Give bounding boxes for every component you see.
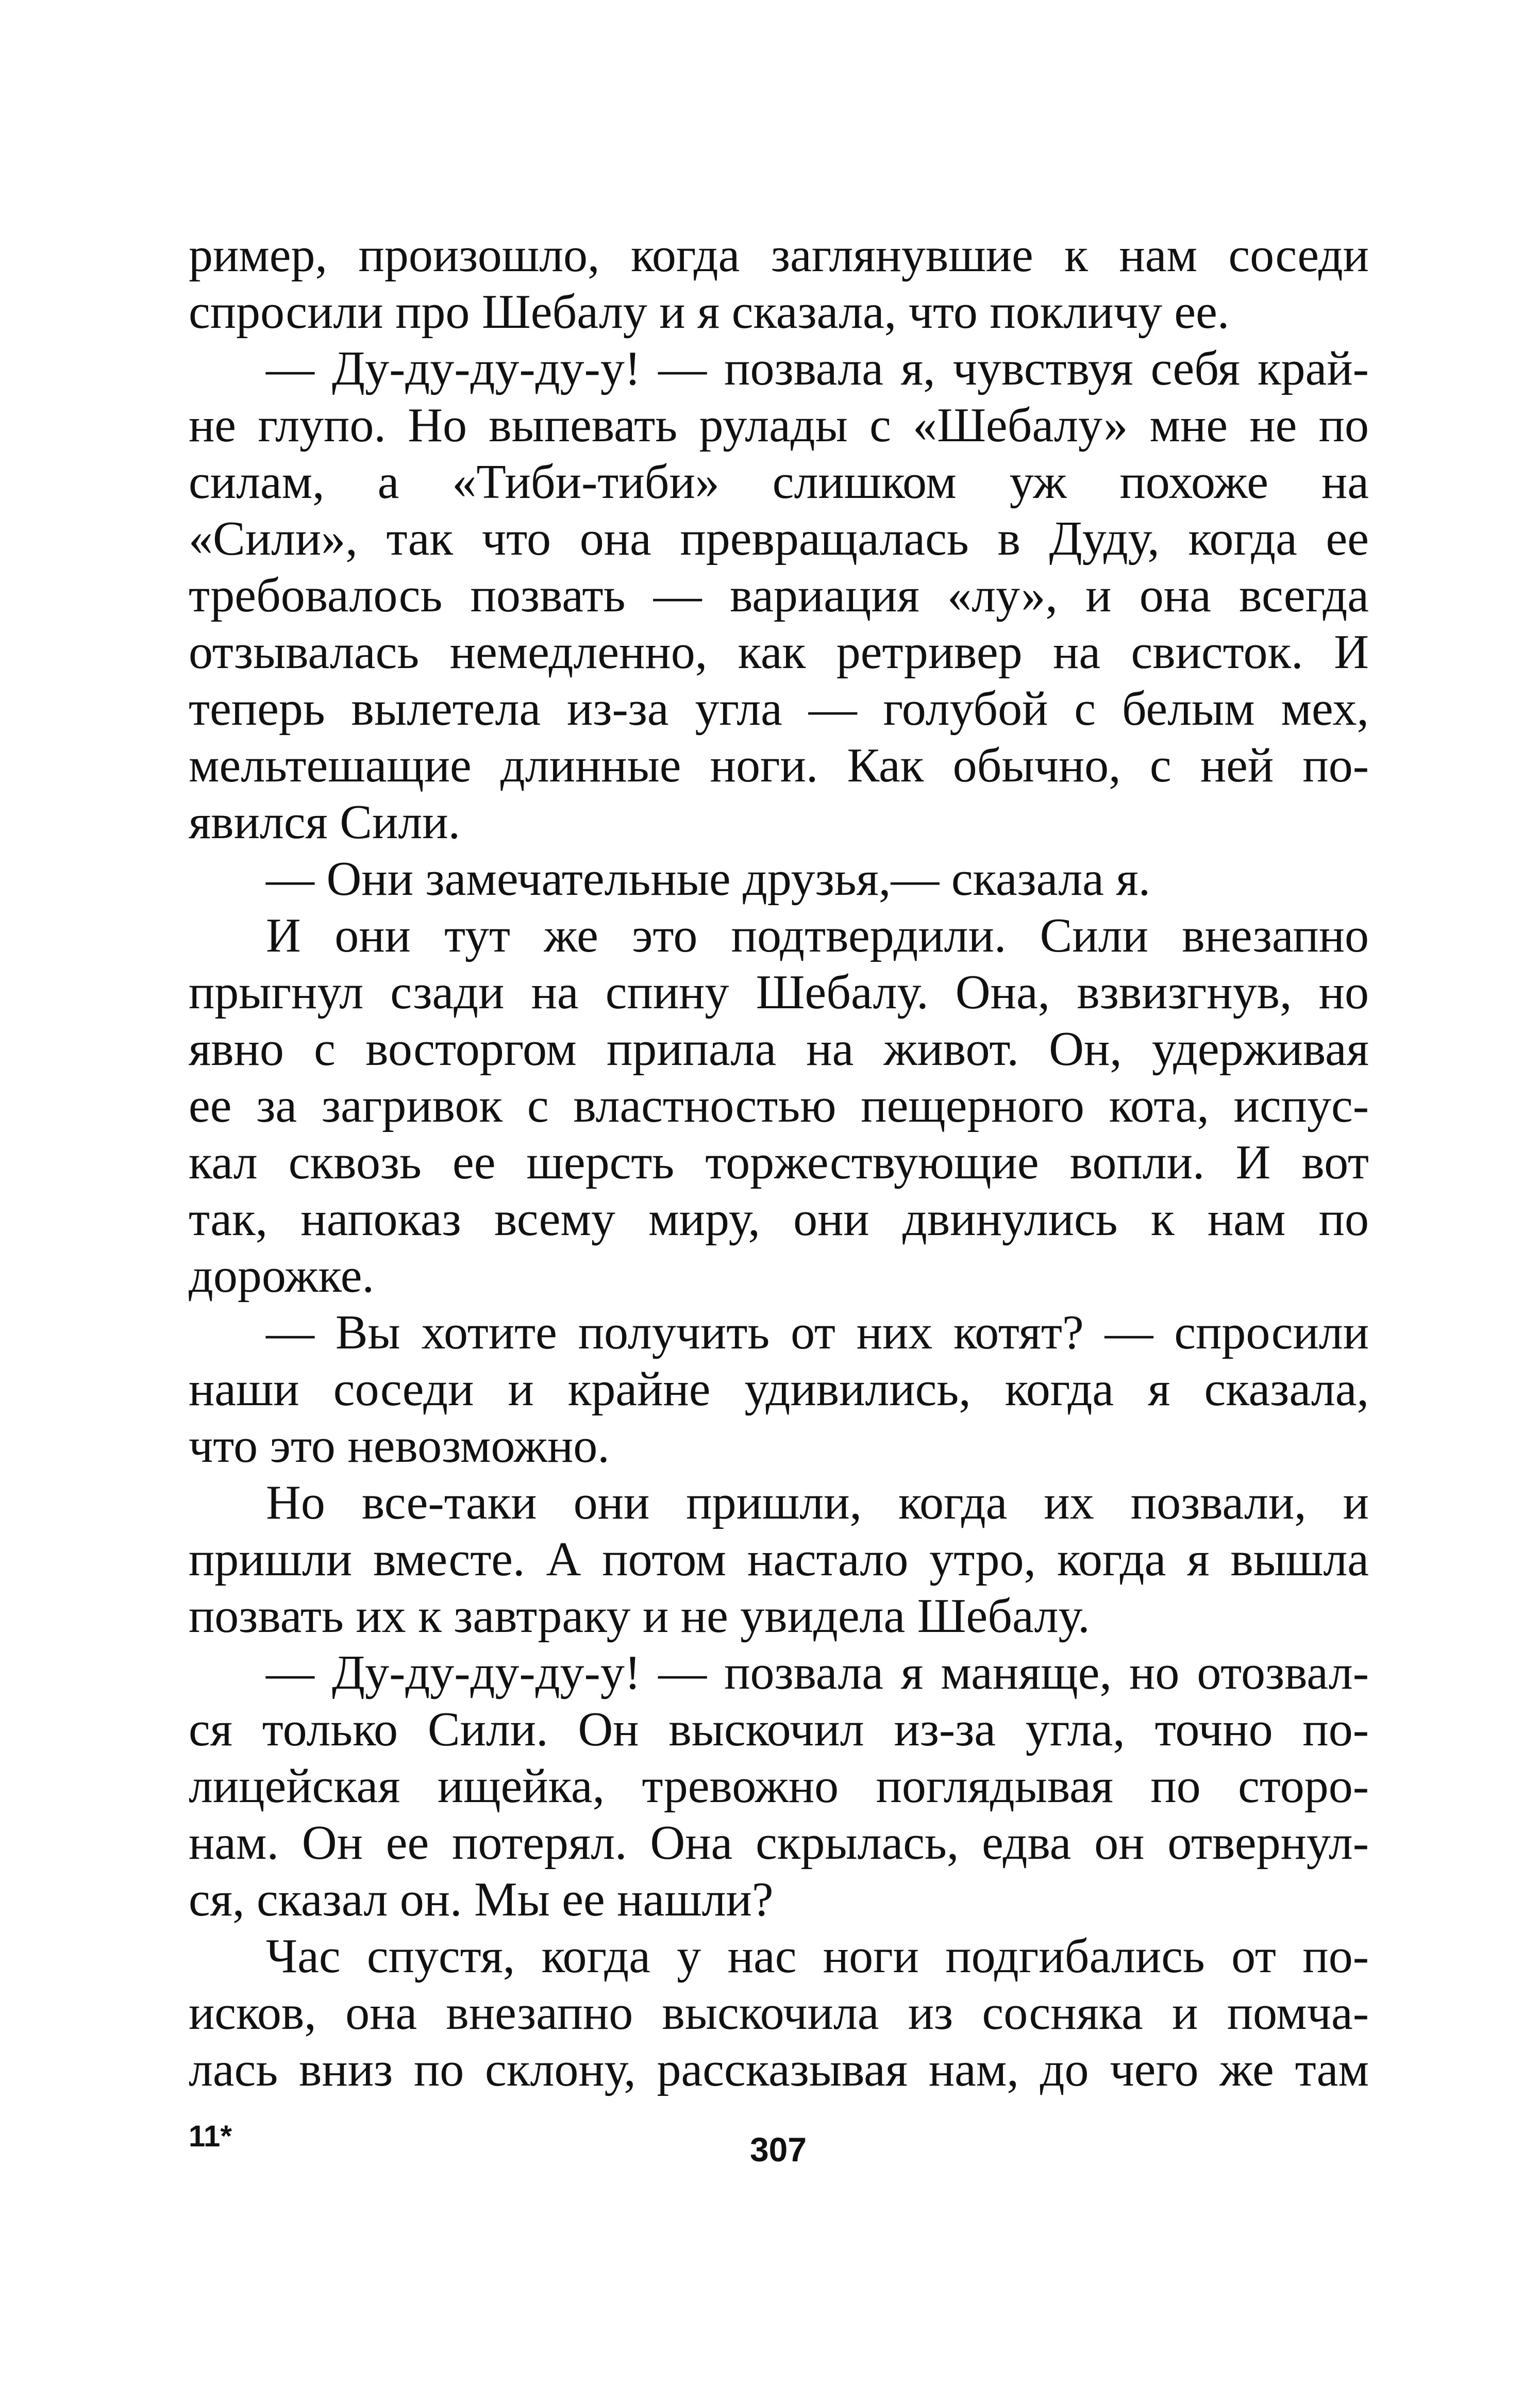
text-line: ее за загривок с властностью пещерного кота, испус- bbox=[189, 1079, 1369, 1132]
text-line: силам, а «Тиби-тиби» слишком уж похоже на bbox=[189, 455, 1369, 509]
text-line: — Ду-ду-ду-ду-у! — позвала я маняще, но отозвал- bbox=[266, 1646, 1369, 1699]
text-line: Час спустя, когда у нас ноги подгибались от по- bbox=[266, 1929, 1369, 1983]
text-line: явился Сили. bbox=[189, 795, 461, 849]
text-line: прыгнул сзади на спину Шебалу. Она, взвизгнув, но bbox=[189, 965, 1369, 1019]
text-line: спросили про Шебалу и я сказала, что покличу ее. bbox=[189, 285, 1230, 339]
text-line: нам. Он ее потерял. Она скрылась, едва он отвернул- bbox=[189, 1816, 1369, 1870]
text-line: явно с восторгом припала на живот. Он, удерживая bbox=[189, 1022, 1369, 1076]
text-line: исков, она внезапно выскочила из сосняка и помча- bbox=[189, 1986, 1369, 2040]
text-line: позвать их к завтраку и не увидела Шебалу. bbox=[189, 1589, 1090, 1643]
text-line: так, напоказ всему миру, они двинулись к нам по bbox=[189, 1192, 1369, 1246]
text-line: кал сквозь ее шерсть торжествующие вопли. И вот bbox=[189, 1136, 1369, 1189]
text-line: «Сили», так что она превращалась в Дуду, когда ее bbox=[189, 512, 1369, 565]
text-line: лась вниз по склону, рассказывая нам, до чего же там bbox=[189, 2043, 1369, 2096]
text-line: Но все-таки они пришли, когда их позвали, и bbox=[266, 1476, 1369, 1529]
text-line: лицейская ищейка, тревожно поглядывая по сторо- bbox=[189, 1759, 1369, 1813]
text-line: ся, сказал он. Мы ее нашли? bbox=[189, 1873, 774, 1926]
text-line: — Вы хотите получить от них котят? — спросили bbox=[266, 1306, 1369, 1359]
body-text bbox=[189, 227, 1369, 2098]
text-line: — Они замечательные друзья,— сказала я. bbox=[266, 852, 1151, 906]
text-line: наши соседи и крайне удивились, когда я сказала, bbox=[189, 1362, 1369, 1416]
text-line: пришли вместе. А потом настало утро, когда я вышла bbox=[189, 1532, 1369, 1586]
text-line: мельтешащие длинные ноги. Как обычно, с ней по- bbox=[189, 739, 1369, 792]
page-number: 307 bbox=[749, 2130, 807, 2169]
text-line: — Ду-ду-ду-ду-у! — позвала я, чувствуя себя край- bbox=[266, 342, 1369, 395]
text-line: что это невозможно. bbox=[189, 1419, 610, 1473]
text-line: ример, произошло, когда заглянувшие к нам соседи bbox=[189, 228, 1369, 282]
text-line: теперь вылетела из-за угла — голубой с белым мех, bbox=[189, 682, 1369, 736]
text-line: ся только Сили. Он выскочил из-за угла, точно по- bbox=[189, 1703, 1369, 1756]
signature-mark: 11* bbox=[189, 2120, 232, 2153]
text-line: И они тут же это подтвердили. Сили внезапно bbox=[266, 909, 1369, 962]
text-line: отзывалась немедленно, как ретривер на свисток. И bbox=[189, 625, 1369, 679]
text-line: не глупо. Но выпевать рулады с «Шебалу» мне не по bbox=[189, 398, 1369, 452]
text-line: дорожке. bbox=[189, 1249, 374, 1303]
text-line: требовалось позвать — вариация «лу», и она всегда bbox=[189, 569, 1369, 622]
